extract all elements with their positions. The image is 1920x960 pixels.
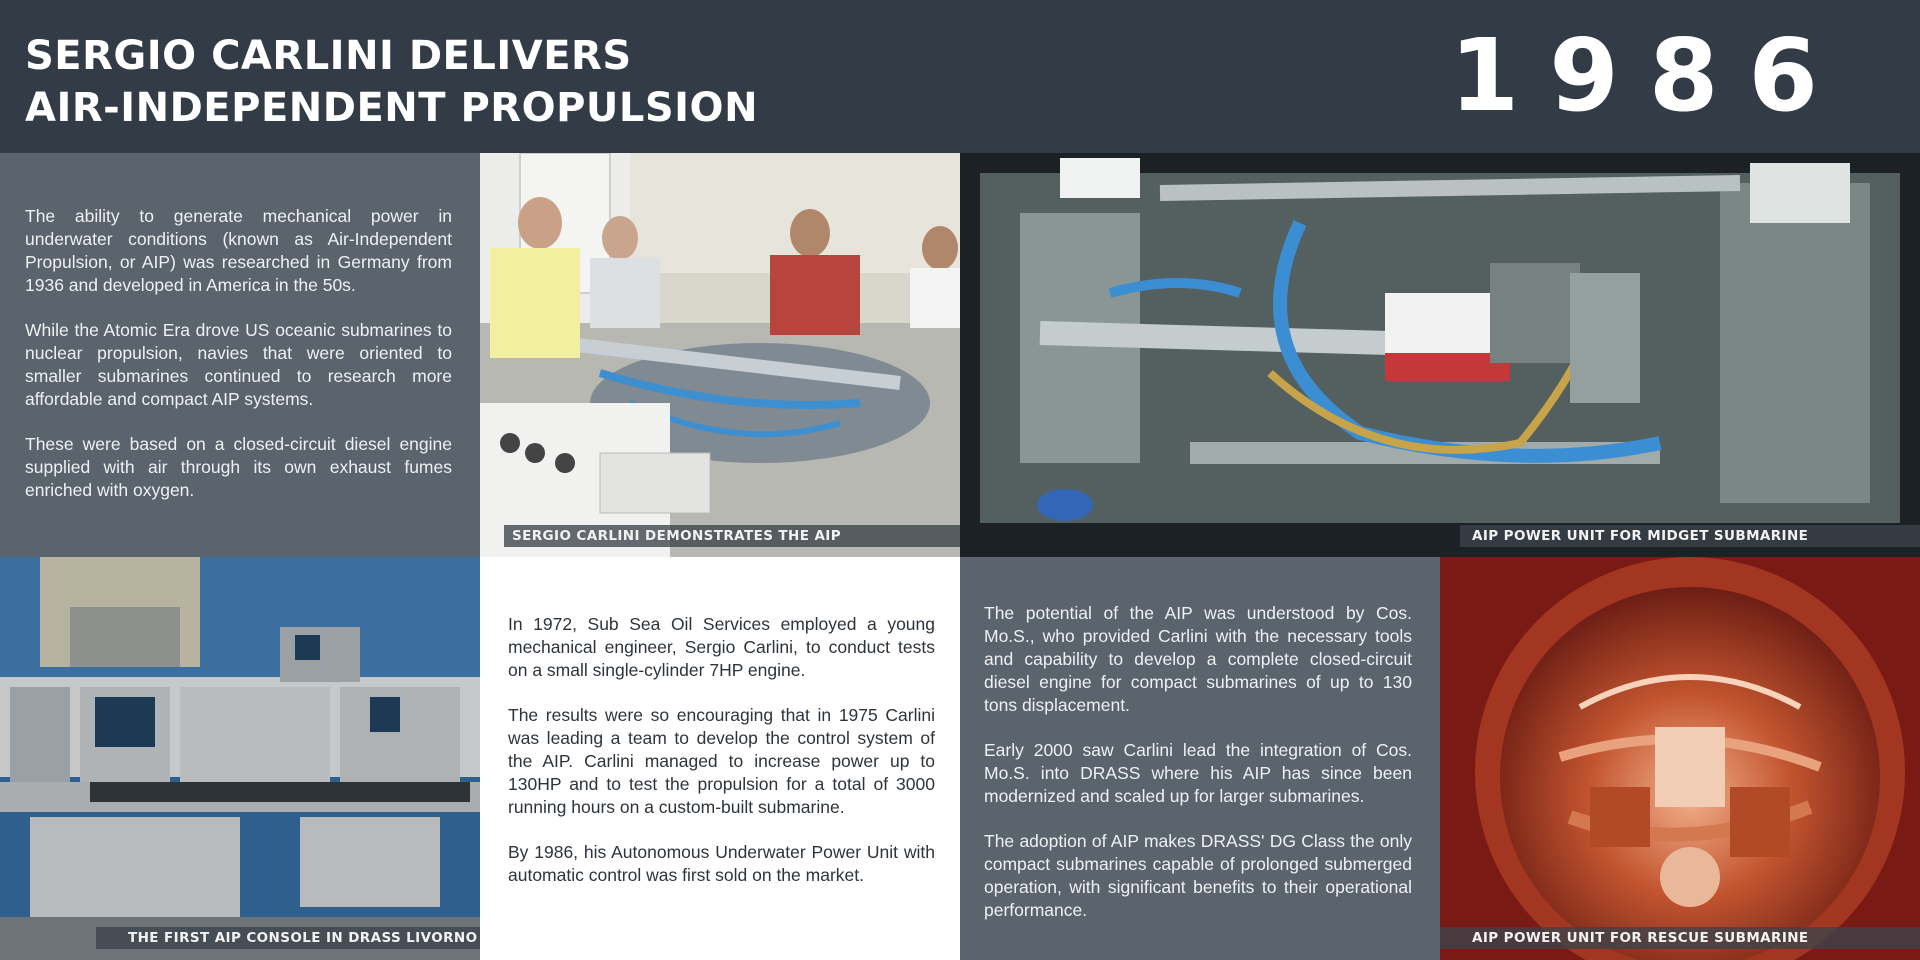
- photo-midget-unit: [960, 153, 1920, 557]
- legacy-paragraph: Early 2000 saw Carlini lead the integration of Cos. Mo.S. into DRASS where his AIP has since been modernized and scaled up for larger submarines.: [984, 740, 1412, 806]
- rescue-unit-image: [1440, 557, 1920, 960]
- demo-caption: SERGIO CARLINI DEMONSTRATES THE AIP: [504, 525, 960, 547]
- header-band: [0, 0, 1920, 153]
- legacy-paragraph: The adoption of AIP makes DRASS' DG Class the only compact submarines capable of prolonged submerged operation, with significant benefits to their operational performance.: [984, 831, 1412, 920]
- story-paragraph: The results were so encouraging that in 1975 Carlini was leading a team to develop the control system of the AIP. Carlini managed to increase power up to 130HP and to test the propulsion for a total of 3000 running hours on a custom-built submarine.: [508, 705, 935, 817]
- year-label: 1986: [1449, 17, 1848, 134]
- intro-paragraph: While the Atomic Era drove US oceanic submarines to nuclear propulsion, navies that were oriented to smaller submarines continued to research more affordable and compact AIP systems.: [25, 320, 452, 409]
- title-line-1: SERGIO CARLINI DELIVERS: [25, 33, 632, 79]
- story-paragraph: In 1972, Sub Sea Oil Services employed a young mechanical engineer, Sergio Carlini, to conduct tests on a small single-cylinder 7HP engine.: [508, 614, 935, 680]
- photo-rescue-unit: [1440, 557, 1920, 960]
- title-line-2: AIR-INDEPENDENT PROPULSION: [25, 85, 759, 131]
- console-image: [0, 557, 480, 960]
- intro-paragraph: These were based on a closed-circuit diesel engine supplied with air through its own exhaust fumes enriched with oxygen.: [25, 434, 452, 500]
- photo-carlini-demo: [480, 153, 960, 557]
- intro-panel: [0, 153, 480, 557]
- page-title: [25, 30, 758, 134]
- intro-paragraph: The ability to generate mechanical power in underwater conditions (known as Air-Independent Propulsion, or AIP) was researched in Germany from 1936 and developed in America in the 50s.: [25, 206, 452, 295]
- legacy-panel: [960, 557, 1440, 960]
- demo-photo-image: [480, 153, 960, 557]
- midget-caption: AIP POWER UNIT FOR MIDGET SUBMARINE: [1460, 525, 1920, 547]
- story-panel: [480, 557, 960, 960]
- photo-aip-console: [0, 557, 480, 960]
- console-caption: THE FIRST AIP CONSOLE IN DRASS LIVORNO: [96, 927, 480, 949]
- rescue-caption: AIP POWER UNIT FOR RESCUE SUBMARINE: [1440, 927, 1920, 949]
- legacy-paragraph: The potential of the AIP was understood by Cos. Mo.S., who provided Carlini with the necessary tools and capability to develop a complete closed-circuit diesel engine for compact submarines of up to 130 tons displacement.: [984, 603, 1412, 715]
- midget-unit-image: [960, 153, 1920, 557]
- story-paragraph: By 1986, his Autonomous Underwater Power Unit with automatic control was first sold on the market.: [508, 842, 935, 885]
